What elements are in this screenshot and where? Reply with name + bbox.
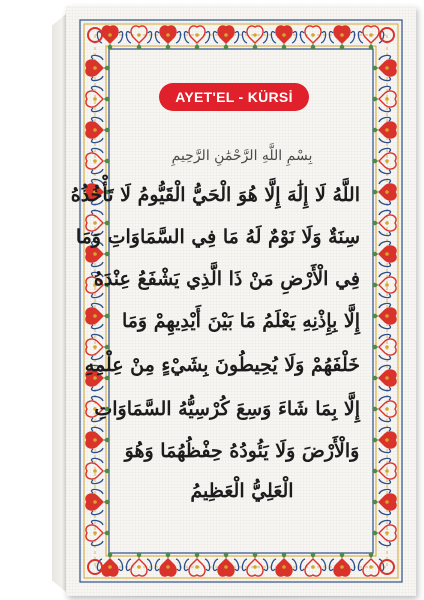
title-banner [159, 83, 309, 111]
verse-line-6: إِلَّا بِمَا شَاءَ وَسِعَ كُرْسِيُّهُ السَّمَاوَاتِ [94, 398, 360, 420]
verse-line-4: إِلَّا بِإِذْنِهِ يَعْلَمُ مَا بَيْنَ أَيْدِيهِمْ وَمَا [121, 310, 360, 332]
verse-line-5: خَلْفَهُمْ وَلَا يُحِيطُونَ بِشَيْءٍ مِنْ عِلْمِهِ [84, 354, 360, 376]
basmala-line: بِسْمِ اللَّهِ الرَّحْمَٰنِ الرَّحِيمِ [171, 148, 313, 164]
verse-line-3: فِي الْأَرْضِ مَنْ ذَا الَّذِي يَشْفَعُ عِنْدَهُ [93, 268, 360, 290]
canvas-side-edge [52, 14, 66, 592]
canvas-print [66, 6, 416, 596]
title-text: AYET'EL - KÜRSİ [175, 89, 293, 105]
verse-block [70, 118, 360, 518]
verse-line-7: وَالْأَرْضَ وَلَا يَئُودُهُ حِفْظُهُمَا وَهُوَ [124, 440, 360, 462]
verse-line-8: الْعَلِيُّ الْعَظِيمُ [190, 480, 294, 502]
verse-line-2: سِنَةٌ وَلَا نَوْمٌ لَهُ مَا فِي السَّمَاوَاتِ وَمَا [75, 226, 360, 248]
verse-line-1: اللَّهُ لَا إِلَٰهَ إِلَّا هُوَ الْحَيُّ الْقَيُّومُ لَا تَأْخُذُهُ [70, 184, 360, 206]
